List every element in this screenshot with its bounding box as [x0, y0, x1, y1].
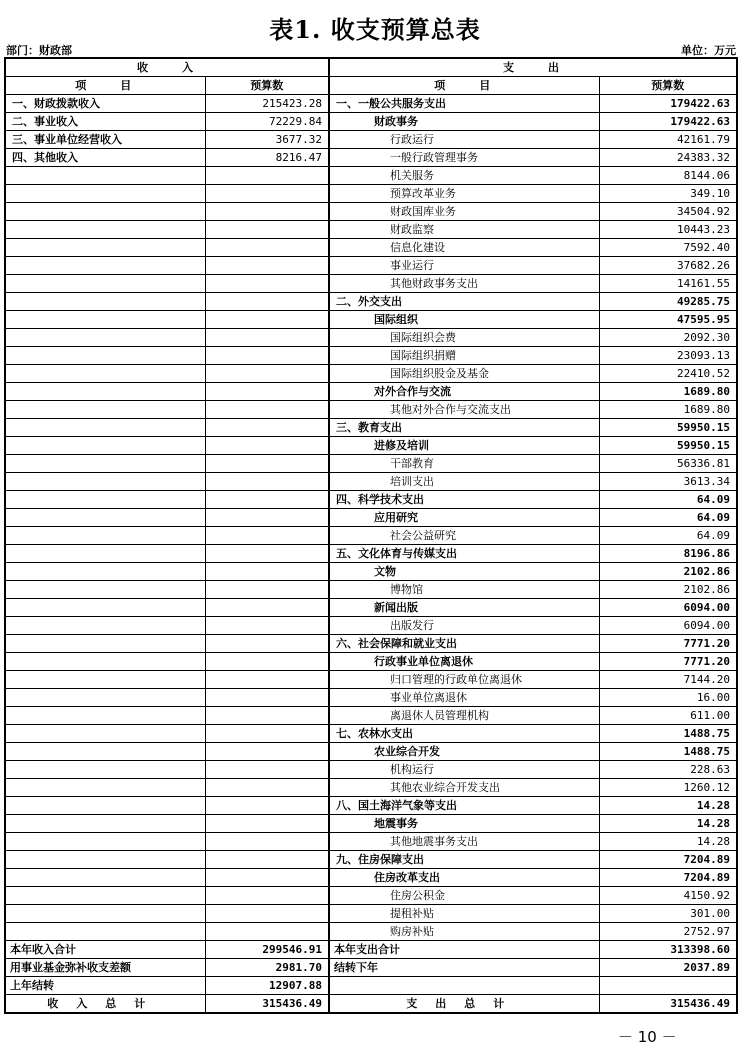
expense-value-cell: 64.09: [599, 509, 737, 527]
expense-value-cell: 228.63: [599, 761, 737, 779]
income-item-cell: [5, 455, 205, 473]
expense-value-cell: 8196.86: [599, 545, 737, 563]
table-row: [5, 437, 737, 455]
expense-value-cell: 7592.40: [599, 239, 737, 257]
income-item-cell: [5, 365, 205, 383]
expense-item-cell: 财政监察: [329, 221, 599, 239]
income-value-cell: [205, 761, 329, 779]
expense-value-cell: 56336.81: [599, 455, 737, 473]
expense-value-cell: 179422.63: [599, 95, 737, 113]
income-item-cell: [5, 239, 205, 257]
table-row: [5, 671, 737, 689]
budget-table-container: [4, 57, 736, 1014]
table-row: [5, 95, 737, 113]
income-item-cell: [5, 167, 205, 185]
expense-item-cell: 新闻出版: [329, 599, 599, 617]
expense-item-cell: 住房改革支出: [329, 869, 599, 887]
income-value-cell: [205, 401, 329, 419]
expense-item-cell: 其他地震事务支出: [329, 833, 599, 851]
table-row: [5, 617, 737, 635]
summary-income-value: 299546.91: [205, 941, 329, 959]
income-item-cell: [5, 707, 205, 725]
income-item-cell: [5, 185, 205, 203]
expense-value-cell: 6094.00: [599, 617, 737, 635]
table-row: [5, 599, 737, 617]
income-value-cell: [205, 635, 329, 653]
table-row: [5, 257, 737, 275]
income-item-cell: [5, 383, 205, 401]
income-item-cell: [5, 473, 205, 491]
expense-item-cell: 地震事务: [329, 815, 599, 833]
expense-value-cell: 6094.00: [599, 599, 737, 617]
income-item-cell: [5, 419, 205, 437]
expense-value-cell: 8144.06: [599, 167, 737, 185]
income-item-cell: [5, 581, 205, 599]
income-item-cell: [5, 257, 205, 275]
income-item-cell: [5, 221, 205, 239]
expense-value-cell: 7771.20: [599, 635, 737, 653]
table-row: [5, 779, 737, 797]
expense-value-cell: 1488.75: [599, 743, 737, 761]
summary-expense-label: 结转下年: [329, 959, 599, 977]
table-row: [5, 185, 737, 203]
income-value-cell: [205, 347, 329, 365]
expense-value-cell: 14.28: [599, 833, 737, 851]
expense-value-cell: 2752.97: [599, 923, 737, 941]
income-value-cell: [205, 743, 329, 761]
table-row: [5, 329, 737, 347]
summary-expense-label: [329, 977, 599, 995]
expense-item-cell: 应用研究: [329, 509, 599, 527]
table-row: [5, 869, 737, 887]
table-row: [5, 455, 737, 473]
expense-value-cell: 59950.15: [599, 437, 737, 455]
summary-row: [5, 941, 737, 959]
expense-value-cell: 10443.23: [599, 221, 737, 239]
income-value-cell: [205, 545, 329, 563]
table-row: [5, 167, 737, 185]
table-row: [5, 239, 737, 257]
expense-item-cell: 博物馆: [329, 581, 599, 599]
income-item-cell: [5, 491, 205, 509]
total-row: [5, 995, 737, 1014]
expense-item-cell: 归口管理的行政单位离退休: [329, 671, 599, 689]
expense-value-cell: 7204.89: [599, 869, 737, 887]
income-value-cell: [205, 851, 329, 869]
expense-item-cell: 行政运行: [329, 131, 599, 149]
expense-value-cell: 14161.55: [599, 275, 737, 293]
summary-row: [5, 959, 737, 977]
income-item-cell: 二、事业收入: [5, 113, 205, 131]
table-row: [5, 311, 737, 329]
table-row: [5, 635, 737, 653]
income-item-cell: [5, 329, 205, 347]
expense-value-cell: 3613.34: [599, 473, 737, 491]
budget-table: [4, 57, 738, 1014]
expense-item-cell: 三、教育支出: [329, 419, 599, 437]
income-item-cell: [5, 527, 205, 545]
expense-item-cell: 四、科学技术支出: [329, 491, 599, 509]
table-row: [5, 149, 737, 167]
table-row: [5, 707, 737, 725]
table-row: [5, 887, 737, 905]
expense-value-cell: 47595.95: [599, 311, 737, 329]
table-row: [5, 851, 737, 869]
income-item-cell: [5, 851, 205, 869]
income-value-cell: 3677.32: [205, 131, 329, 149]
table-row: [5, 797, 737, 815]
table-row: [5, 743, 737, 761]
income-value-cell: 215423.28: [205, 95, 329, 113]
income-item-cell: [5, 635, 205, 653]
expense-item-cell: 事业单位离退休: [329, 689, 599, 707]
expense-item-cell: 机关服务: [329, 167, 599, 185]
expense-item-cell: 进修及培训: [329, 437, 599, 455]
table-row: [5, 113, 737, 131]
expense-value-cell: 14.28: [599, 815, 737, 833]
income-section-header: 收 入: [5, 58, 329, 77]
income-item-cell: 三、事业单位经营收入: [5, 131, 205, 149]
income-value-cell: [205, 779, 329, 797]
table-row: [5, 347, 737, 365]
income-value-cell: [205, 257, 329, 275]
income-item-cell: [5, 347, 205, 365]
expense-value-cell: 49285.75: [599, 293, 737, 311]
income-item-cell: 一、财政拨款收入: [5, 95, 205, 113]
expense-item-cell: 提租补贴: [329, 905, 599, 923]
expense-item-cell: 国际组织捐赠: [329, 347, 599, 365]
expense-item-cell: 一般行政管理事务: [329, 149, 599, 167]
table-row: [5, 653, 737, 671]
expense-item-cell: 文物: [329, 563, 599, 581]
income-item-cell: [5, 671, 205, 689]
table-row: [5, 365, 737, 383]
table-body: [5, 58, 737, 1013]
income-item-cell: [5, 437, 205, 455]
expense-item-header: 项 目: [329, 77, 599, 95]
table-row: [5, 689, 737, 707]
table-row: [5, 221, 737, 239]
income-value-cell: [205, 473, 329, 491]
summary-expense-value: 313398.60: [599, 941, 737, 959]
expense-item-cell: 五、文化体育与传媒支出: [329, 545, 599, 563]
expense-item-cell: 六、社会保障和就业支出: [329, 635, 599, 653]
income-value-cell: 72229.84: [205, 113, 329, 131]
income-item-cell: [5, 545, 205, 563]
expense-item-cell: 农业综合开发: [329, 743, 599, 761]
expense-value-cell: 7204.89: [599, 851, 737, 869]
income-item-cell: [5, 599, 205, 617]
summary-expense-value: [599, 977, 737, 995]
expense-item-cell: 住房公积金: [329, 887, 599, 905]
expense-item-cell: 其他对外合作与交流支出: [329, 401, 599, 419]
expense-item-cell: 行政事业单位离退休: [329, 653, 599, 671]
income-budget-header: 预算数: [205, 77, 329, 95]
expense-value-cell: 611.00: [599, 707, 737, 725]
income-value-cell: [205, 455, 329, 473]
expense-item-cell: 干部教育: [329, 455, 599, 473]
expense-value-cell: 37682.26: [599, 257, 737, 275]
income-value-cell: [205, 671, 329, 689]
table-row: [5, 923, 737, 941]
summary-income-value: 2981.70: [205, 959, 329, 977]
summary-expense-label: 本年支出合计: [329, 941, 599, 959]
income-value-cell: [205, 617, 329, 635]
income-item-cell: [5, 833, 205, 851]
income-item-header: 项 目: [5, 77, 205, 95]
income-value-cell: [205, 833, 329, 851]
income-item-cell: [5, 275, 205, 293]
income-value-cell: [205, 419, 329, 437]
expense-value-cell: 22410.52: [599, 365, 737, 383]
summary-income-label: 本年收入合计: [5, 941, 205, 959]
summary-expense-value: 2037.89: [599, 959, 737, 977]
expense-item-cell: 九、住房保障支出: [329, 851, 599, 869]
income-item-cell: 四、其他收入: [5, 149, 205, 167]
income-value-cell: [205, 167, 329, 185]
income-value-cell: [205, 185, 329, 203]
expense-item-cell: 七、农林水支出: [329, 725, 599, 743]
income-value-cell: [205, 383, 329, 401]
expense-item-cell: 其他农业综合开发支出: [329, 779, 599, 797]
expense-value-cell: 64.09: [599, 527, 737, 545]
expense-value-cell: 4150.92: [599, 887, 737, 905]
income-value-cell: [205, 581, 329, 599]
expense-item-cell: 预算改革业务: [329, 185, 599, 203]
expense-value-cell: 2102.86: [599, 563, 737, 581]
table-row: [5, 383, 737, 401]
expense-value-cell: 1689.80: [599, 383, 737, 401]
income-item-cell: [5, 797, 205, 815]
table-row: [5, 545, 737, 563]
expense-value-cell: 14.28: [599, 797, 737, 815]
income-item-cell: [5, 311, 205, 329]
income-value-cell: [205, 725, 329, 743]
total-expense-value: 315436.49: [599, 995, 737, 1014]
expense-value-cell: 34504.92: [599, 203, 737, 221]
income-item-cell: [5, 203, 205, 221]
expense-item-cell: 机构运行: [329, 761, 599, 779]
income-value-cell: [205, 509, 329, 527]
expense-item-cell: 信息化建设: [329, 239, 599, 257]
expense-value-cell: 7144.20: [599, 671, 737, 689]
income-item-cell: [5, 905, 205, 923]
summary-income-value: 12907.88: [205, 977, 329, 995]
income-item-cell: [5, 563, 205, 581]
table-row: [5, 905, 737, 923]
income-value-cell: [205, 491, 329, 509]
expense-item-cell: 出版发行: [329, 617, 599, 635]
expense-item-cell: 其他财政事务支出: [329, 275, 599, 293]
income-item-cell: [5, 401, 205, 419]
income-value-cell: [205, 275, 329, 293]
income-value-cell: [205, 599, 329, 617]
income-value-cell: [205, 437, 329, 455]
expense-section-header: 支 出: [329, 58, 737, 77]
income-item-cell: [5, 779, 205, 797]
total-expense-label: 支出总计: [329, 995, 599, 1014]
expense-item-cell: 培训支出: [329, 473, 599, 491]
income-item-cell: [5, 653, 205, 671]
income-item-cell: [5, 923, 205, 941]
expense-value-cell: 301.00: [599, 905, 737, 923]
income-item-cell: [5, 617, 205, 635]
header-row-sections: [5, 58, 737, 77]
table-row: [5, 293, 737, 311]
income-item-cell: [5, 725, 205, 743]
income-item-cell: [5, 509, 205, 527]
expense-value-cell: 7771.20: [599, 653, 737, 671]
expense-value-cell: 16.00: [599, 689, 737, 707]
income-value-cell: [205, 203, 329, 221]
unit-label: 单位：万元: [681, 44, 736, 57]
income-value-cell: [205, 293, 329, 311]
table-row: [5, 761, 737, 779]
expense-value-cell: 24383.32: [599, 149, 737, 167]
table-row: [5, 491, 737, 509]
income-value-cell: [205, 563, 329, 581]
department-label: 部门：财政部: [6, 44, 72, 57]
table-row: [5, 473, 737, 491]
income-value-cell: [205, 653, 329, 671]
summary-row: [5, 977, 737, 995]
expense-value-cell: 1689.80: [599, 401, 737, 419]
income-value-cell: [205, 365, 329, 383]
table-row: [5, 419, 737, 437]
table-row: [5, 401, 737, 419]
table-row: [5, 581, 737, 599]
table-row: [5, 509, 737, 527]
income-item-cell: [5, 743, 205, 761]
expense-value-cell: 2092.30: [599, 329, 737, 347]
summary-income-label: 用事业基金弥补收支差额: [5, 959, 205, 977]
expense-value-cell: 42161.79: [599, 131, 737, 149]
header-row-columns: [5, 77, 737, 95]
expense-value-cell: 64.09: [599, 491, 737, 509]
income-value-cell: [205, 815, 329, 833]
table-row: [5, 725, 737, 743]
income-item-cell: [5, 761, 205, 779]
income-value-cell: [205, 707, 329, 725]
expense-item-cell: 国际组织: [329, 311, 599, 329]
income-value-cell: [205, 239, 329, 257]
expense-item-cell: 国际组织会费: [329, 329, 599, 347]
income-item-cell: [5, 815, 205, 833]
expense-item-cell: 一、一般公共服务支出: [329, 95, 599, 113]
income-value-cell: [205, 797, 329, 815]
expense-item-cell: 八、国土海洋气象等支出: [329, 797, 599, 815]
table-row: [5, 833, 737, 851]
expense-value-cell: 179422.63: [599, 113, 737, 131]
income-value-cell: [205, 689, 329, 707]
page-title: 表1. 收支预算总表: [269, 15, 481, 44]
table-row: [5, 275, 737, 293]
table-row: [5, 527, 737, 545]
income-item-cell: [5, 293, 205, 311]
table-row: [5, 563, 737, 581]
income-value-cell: [205, 221, 329, 239]
expense-item-cell: 购房补贴: [329, 923, 599, 941]
expense-item-cell: 财政国库业务: [329, 203, 599, 221]
page-number: － 10 －: [618, 1028, 677, 1046]
expense-value-cell: 349.10: [599, 185, 737, 203]
expense-item-cell: 事业运行: [329, 257, 599, 275]
total-income-value: 315436.49: [205, 995, 329, 1014]
table-row: [5, 815, 737, 833]
expense-budget-header: 预算数: [599, 77, 737, 95]
expense-item-cell: 离退休人员管理机构: [329, 707, 599, 725]
expense-item-cell: 社会公益研究: [329, 527, 599, 545]
table-row: [5, 203, 737, 221]
income-item-cell: [5, 869, 205, 887]
table-row: [5, 131, 737, 149]
income-value-cell: [205, 311, 329, 329]
expense-item-cell: 对外合作与交流: [329, 383, 599, 401]
summary-income-label: 上年结转: [5, 977, 205, 995]
expense-value-cell: 59950.15: [599, 419, 737, 437]
expense-item-cell: 财政事务: [329, 113, 599, 131]
expense-value-cell: 1260.12: [599, 779, 737, 797]
income-value-cell: [205, 869, 329, 887]
income-value-cell: [205, 329, 329, 347]
expense-item-cell: 国际组织股金及基金: [329, 365, 599, 383]
income-item-cell: [5, 887, 205, 905]
income-value-cell: [205, 527, 329, 545]
income-value-cell: [205, 923, 329, 941]
income-value-cell: [205, 887, 329, 905]
expense-value-cell: 1488.75: [599, 725, 737, 743]
expense-value-cell: 23093.13: [599, 347, 737, 365]
expense-value-cell: 2102.86: [599, 581, 737, 599]
expense-item-cell: 二、外交支出: [329, 293, 599, 311]
income-value-cell: 8216.47: [205, 149, 329, 167]
income-value-cell: [205, 905, 329, 923]
total-income-label: 收入总计: [5, 995, 205, 1014]
income-item-cell: [5, 689, 205, 707]
